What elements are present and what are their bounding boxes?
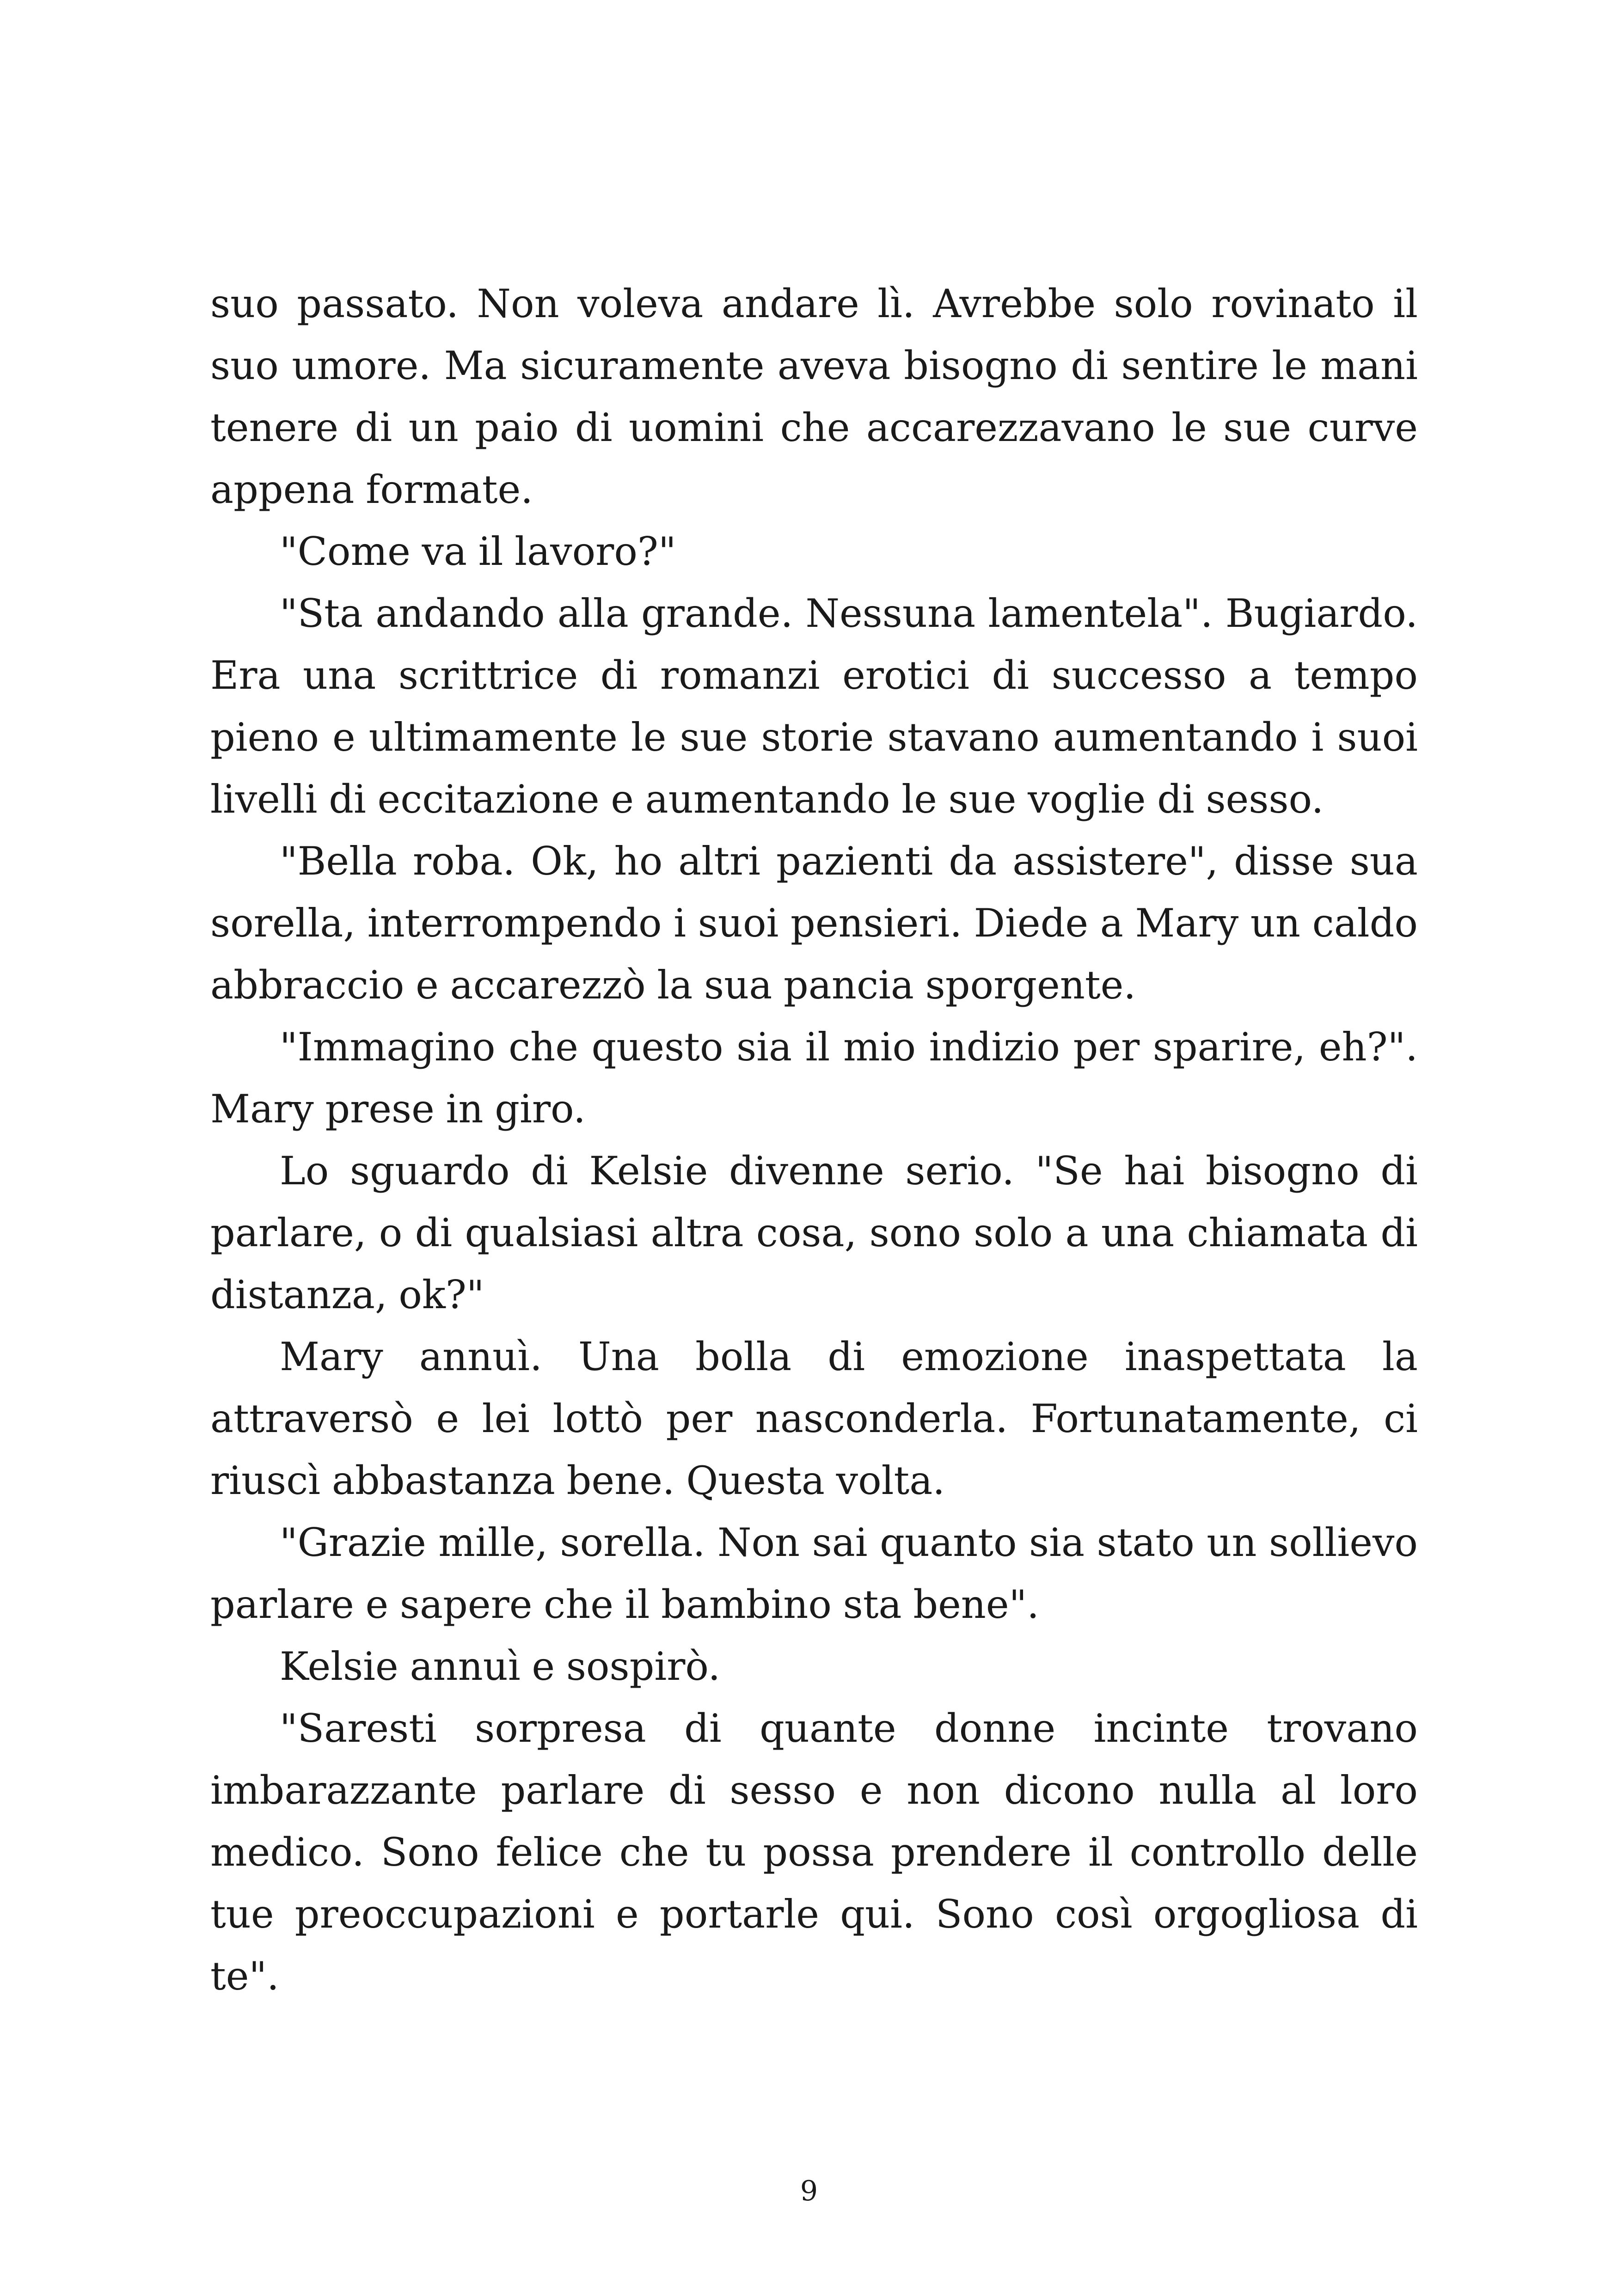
- paragraph-dialogue-work-question: "Come va il lavoro?": [280, 529, 676, 574]
- paragraph-kelsie-proud: "Saresti sorpresa di quante donne incinte trovano imbarazzante parlare di sesso e non dicono nulla al loro medico. Sono felice che tu possa prendere il controllo delle tue preoccupazioni e portarle qui. Sono così orgogliosa di te".: [210, 1706, 1418, 1999]
- paragraph-mary-nods: Mary annuì. Una bolla di emozione inaspettata la attraversò e lei lottò per nasconderla. Fortunatamente, ci riuscì abbastanza bene. Questa volta.: [210, 1334, 1418, 1503]
- paragraph-mary-teasing: "Immagino che questo sia il mio indizio per sparire, eh?". Mary prese in giro.: [210, 1024, 1418, 1132]
- paragraph-sister-leaving: "Bella roba. Ok, ho altri pazienti da assistere", disse sua sorella, interrompendo i suoi pensieri. Diede a Mary un caldo abbraccio e accarezzò la sua pancia sporgente.: [210, 839, 1418, 1008]
- body-text: [210, 273, 1418, 2007]
- paragraph-kelsie-serious: Lo sguardo di Kelsie divenne serio. "Se hai bisogno di parlare, o di qualsiasi altra cosa, sono solo a una chiamata di distanza, ok?": [210, 1148, 1418, 1317]
- page-number: 9: [800, 2175, 818, 2207]
- paragraph-kelsie-sighs: Kelsie annuì e sospirò.: [280, 1644, 721, 1689]
- paragraph-dialogue-work-answer: "Sta andando alla grande. Nessuna lamentela". Bugiardo. Era una scrittrice di romanzi erotici di successo a tempo pieno e ultimamente le sue storie stavano aumentando i suoi livelli di eccitazione e aumentando le sue voglie di sesso.: [210, 591, 1418, 822]
- paragraph-continuation: suo passato. Non voleva andare lì. Avrebbe solo rovinato il suo umore. Ma sicuramente aveva bisogno di sentire le mani tenere di un paio di uomini che accarezzavano le sue curve appena formate.: [210, 281, 1418, 512]
- paragraph-mary-thanks: "Grazie mille, sorella. Non sai quanto sia stato un sollievo parlare e sapere che il bambino sta bene".: [210, 1520, 1418, 1627]
